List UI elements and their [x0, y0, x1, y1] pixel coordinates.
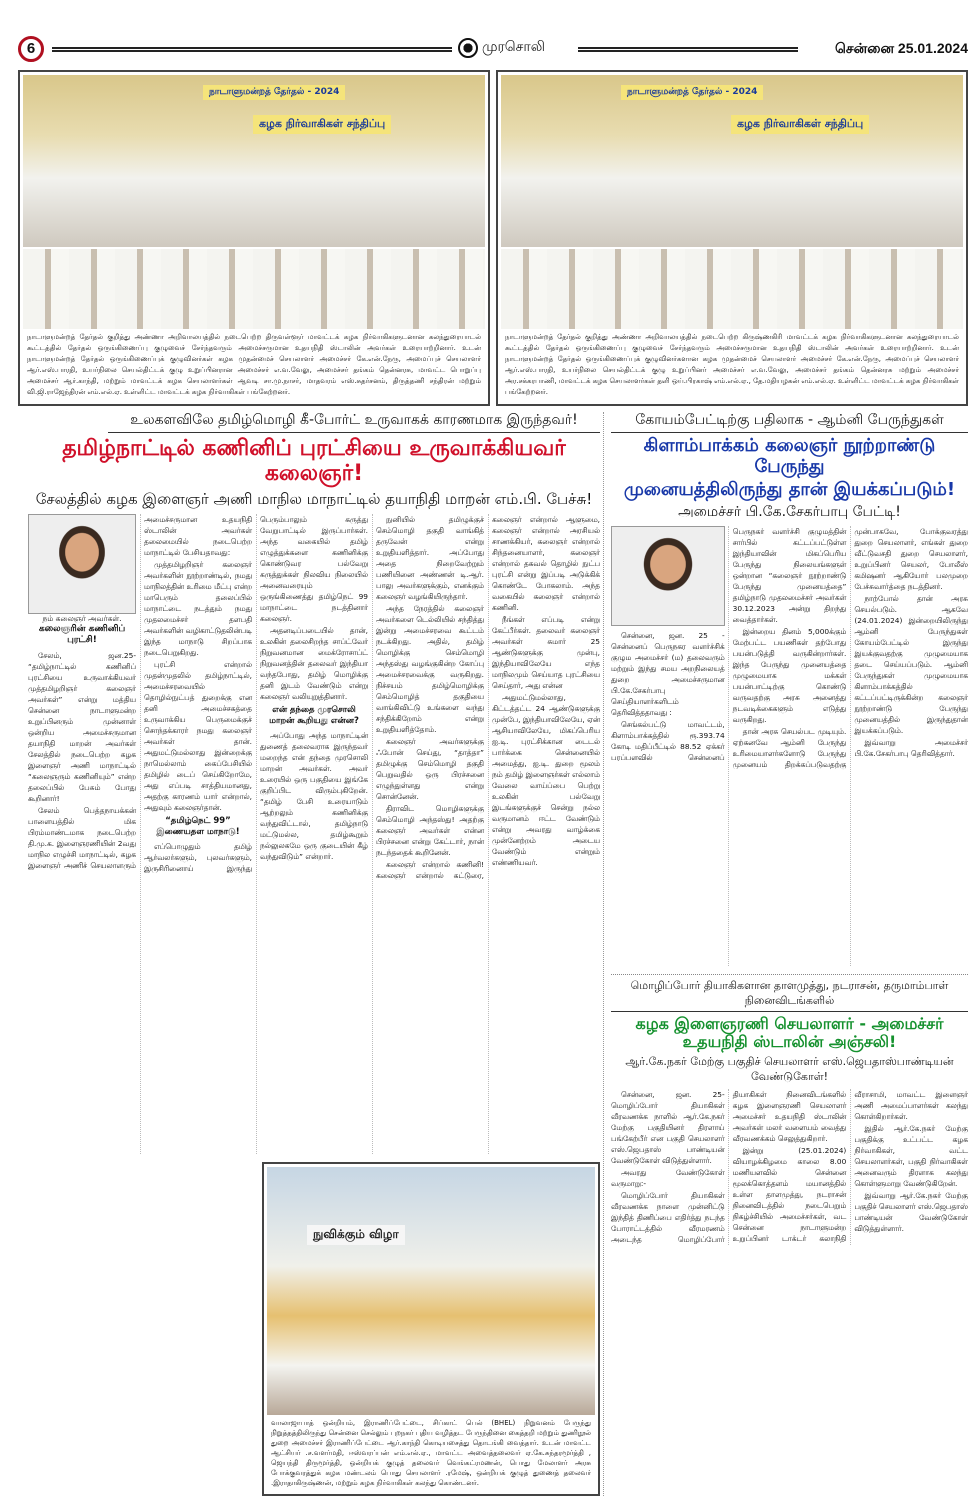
article-paragraph: கலைஞர் என்றால் கணினி! கலைஞர் என்றால் கட்டுரை, கலைஞர் என்றால் ஆளுமை, கலைஞர் என்றால் அரசியல் சாணக்கியர், கலைஞர் என்றால் சிந்தனையாளர், கலைஞர் என்றால் தகவல் தொழில் நுட்ப புரட்சி என்று இப்படி அடுக்கிக் கொண்டே போகலாம். அந்த வகையில் கலைஞர் என்றால் கணினி. [376, 514, 600, 880]
photo-caption: வாலாஜாபாத் ஒன்றியம், இராணிப்பேட்டை, சிப்காட் பெல் (BHEL) நிறுவனம் பேருந்து நிறுத்தத்திலிருந்து சென்னை செல்லும் புறநகர் புதிய வழித்தட பேருந்தினை கைத்தறி மற்றும் துணிநூல் துறை அமைச்சர் இராணிப்பேட்டை ஆர்.காந்தி கொடியசைத்து தொடங்கி வைத்தார். உடன் மாவட்ட ஆட்சியர் .ச.வளர்மதி, ஈஸ்வரப்பன் எம்.எல்.ஏ., மாவட்ட அவைத்தலைவர் ஏ.கே.சுந்தரமூர்த்தி , ஜெயந்தி திருமூர்த்தி, ஒன்றியக் குழுத் தலைவர் வெங்கட்ரமணன், பொது மேலாளர் அரசு போக்குவரத்துக் கழக மண்டலம் பொது செயலாளர் .ரமேஷ், ஒன்றியக் குழுத் துணைத் தலைவர் .இராதாகிருஷ்ணன், மற்றும் கழக நிர்வாகிகள் கலந்து கொண்டனர். [271, 1418, 591, 1487]
photo-panel-bottom [262, 1162, 600, 1496]
article-paragraph: நாற்போல் தான் அரசு செயல்படும். ஆகவே (24.01.2024) இன்றையிலிருந்து ஆம்னி பேருந்துகள் கோயம்பேட்டில் இருந்து இயக்குவதற்கு முழுமையாக தடை செய்யப்படும். ஆம்னி பேருந்துகள் முழுமையாக கிளாம்பாக்கத்தில் கட்டப்பட்டிருக்கின்ற கலைஞர் நூற்றாண்டு பேருந்து முனையத்தில் இருந்துதான் இயக்கப்படும். [854, 594, 968, 736]
edition-date: சென்னை 25.01.2024 [834, 40, 968, 56]
main-article [18, 412, 600, 1496]
article-body [611, 526, 968, 966]
article-headline: கழக இளைஞரணி செயலாளர் - அமைச்சர் உதயநிதி ஸ்டாலின் அஞ்சலி! [635, 1014, 944, 1052]
photo-caption: நாடாளுமன்றத் தேர்தல் குறித்து அண்ணா அறிவாலயத்தில் நடைபெற்ற கிருஷ்ணகிரி மாவட்டக் கழக நிர்வாகிகளுடனான கலந்துரையாடல் கூட்டத்தில் தேர்தல் ஒருங்கிணைப்பு குழுவைச் சேர்ந்தவரும் அமைச்சருமான உதயநிதி ஸ்டாலின் அவர்கள் உரையாற்றினார். உடன் நாடாளுமன்றத் தேர்தல் ஒருங்கிணைப்புக் குழுவினர்களான கழக முதன்மைச் செயலாளர் அமைச்சர் கே.என்.நேரு, அமைப்புச் செயலாளர் ஆர்.எஸ்.பாரதி, உயர்நிலை செயல்திட்டக் குழு உறுப்பினர் அமைச்சர் எ.வ.வேலு, அமைச்சர் தங்கம் தென்னரசு மற்றும் அமைச்சர் அர.சக்கரபாணி, மாவட்டக் கழக செயலாளர்கள் தளி ஒய்.பிரகாஷ் எம்.எல்.ஏ., தே.மதியழகன் எம்.எல்.ஏ. உள்ளிட்ட மாவட்டக் கழக நிர்வாகிகள் பங்கேற்றனர். [505, 333, 959, 396]
photo-caption-bold: கலைஞரின் கணினிப் புரட்சி! [38, 623, 126, 645]
articles-row [18, 412, 968, 1496]
author-photo-block [611, 526, 725, 626]
article-body [28, 514, 600, 1154]
article-body [611, 1089, 968, 1245]
article-paragraph: சென்னை, ஜன. 25 - சென்னைப் பெருநகர வளர்ச்சிக் குழும அமைச்சர் (ம) தலைவரும் மற்றும் இந்து சமய அறநிலையத் துறை அமைச்சருமான பி.கே.சேகர்பாபு செய்தியாளர்களிடம் தெரிவித்ததாவது : [611, 631, 725, 718]
photo-caption: நாடாளுமன்றத் தேர்தல் குறித்து அண்ணா அறிவாலயத்தில் நடைபெற்ற திருவள்ளூர் மாவட்டக் கழக நிர்வாகிகளுடனான கலந்துரையாடல் கூட்டத்தில் தேர்தல் ஒருங்கிணைப்பு குழுவைச் சேர்ந்தவரும் அமைச்சருமான உதயநிதி ஸ்டாலின் அவர்கள் உரையாற்றினார். உடன் நாடாளுமன்றத் தேர்தல் ஒருங்கிணைப்புக் குழுவினர்கள் கழக முதன்மைச் செயலாளர் அமைச்சர் கே.என்.நேரு, அமைப்புச் செயலாளர் ஆர்.எஸ்.பாரதி, உயர்நிலை செயல்திட்டக் குழு உறுப்பினரான அமைச்சர் எ.வ.வேலு, அமைச்சர் தங்கம் தென்னரசு, மாவட்ட பொறுப்பு அமைச்சர் ஆர்.காந்தி, மற்றும் மாவட்டக் கழக செயலாளர்கள் ஆவடி சா.மு.நாசர், மாதவரம் எஸ்.சுதர்சனம், திருத்தணி சந்திரன் மற்றும் வி.ஜி.ராஜேந்திரன் எம்.எல்.ஏ. உள்ளிட்ட மாவட்டக் கழக நிர்வாகிகள் பங்கேற்றனர். [27, 333, 481, 396]
masthead [458, 38, 545, 58]
audience-photo [501, 249, 963, 329]
article-subheading: “தமிழ்நெட் 99” இணையதள மாநாடு! [156, 815, 240, 837]
article-paragraph: இவ்வாறு அமைச்சர் பி.கே.சேகர்பாபு தெரிவித்தார். [854, 738, 968, 759]
article-subhead: சேலத்தில் கழக இளைஞர் அணி மாநில மாநாட்டில் தயாநிதி மாறன் எம்.பி. பேச்சு! [35, 489, 593, 508]
photo-caption-text: நம் கலைஞர் அவர்கள். [42, 613, 122, 623]
article-paragraph: புரட்சி என்றால் முதன்முதலில் தமிழ்நாட்டில், அமைச்சரவையில் தொழில்நுட்பத் துறைக்கு என தனி அமைச்சகத்தை உருவாக்கிய பெருமைக்குச் சொந்தக்காரர் நமது கலைஞர் அவர்கள் தான். அதுமட்டுமல்லாது இன்றைக்கு நாமெல்லாம் கைப்பேசியில் தமிழில் டைப் செய்கிறோமே, அது எப்படி சாத்தியமானது, அதற்கு காரணம் யார் என்றால், அதுவும் கலைஞர்தான். [144, 659, 252, 812]
photo-banner: நாடாளுமன்றத் தேர்தல் - 2024 [203, 85, 345, 100]
top-photo-row [18, 70, 968, 406]
article-kicker: கோயம்பேட்டிற்கு பதிலாக - ஆம்னி பேருந்துகள் [611, 412, 968, 433]
column-divider [603, 412, 604, 1496]
article-headline: முனையத்திலிருந்து தான் இயக்கப்படும்! [623, 479, 956, 501]
article-subhead: ஆர்.கே.நகர் மேற்கு பகுதிச் செயலாளர் எஸ்.ஜெபதாஸ்பாண்டியன் வேண்டுகோள்! [625, 1054, 954, 1083]
dayanidhi-maran-portrait [28, 514, 136, 614]
article-paragraph: அதனடிப்படையில் தான், உலகின் தலைசிறந்த சாப்ட்வேர் நிறுவனமான மைக்ரோசாப்ட் நிறுவனத்தின் தலைவர் இந்தியா வந்தபோது, தமிழ் மொழிக்கு தனி இடம் வேண்டும் என்று கலைஞர் வலியுறுத்தினார். [260, 625, 368, 701]
article-paragraph: சேலம் பெத்தநாயக்கன் பாளையத்தில் மிக பிரம்மாண்டமாக நடைபெற்ற தி.மு.க. இளைஞரணியின் 2வது மாநில எழுச்சி மாநாட்டில், கழக இளைஞர் அணிச் செயலாளரும் அமைச்சருமான உதயநிதி ஸ்டாலின் அவர்கள் தலைமையில் நடைபெற்ற மாநாட்டில் பேசியதாவது: [28, 514, 252, 870]
article-kicker: உலகளவிலே தமிழ்மொழி கீ-போர்ட் உருவாகக் காரணமாக இருந்தவர்! [108, 412, 600, 433]
divider [52, 47, 452, 52]
page-body [18, 70, 968, 1496]
masthead-title: முரசொலி [482, 39, 545, 55]
article-paragraph: சென்னை, ஜன. 25- மொழிப்போர் தியாகிகள் வீரவணக்க நாளில் ஆர்.கே.நகர் மேற்கு பகுதியினர் திரளாய் பங்கேற்பீர் என பகுதி செயலாளர் எஸ்.ஜெபதாஸ் பாண்டியன் வேண்டுகோள் விடுத்துள்ளார். [611, 1089, 725, 1165]
photo-panel-right [496, 70, 968, 406]
article-paragraph: திராவிட மொழிகளுக்கு செம்மொழி அந்தஸ்து! அதற்கு கலைஞர் அவர்கள் என்ன பிரச்சனை என்று கேட்டார், நான் நடந்ததைக் கூறினேன். [376, 803, 484, 857]
photo-panel-left [18, 70, 490, 406]
meeting-photo [501, 75, 963, 247]
photo-caption [28, 614, 136, 646]
sekarbabu-portrait [611, 526, 725, 626]
murasoli-logo-icon [458, 38, 478, 58]
article-paragraph: நீங்கள் எப்படி என்று கேட்பீர்கள். தலைவர் கலைஞர் அவர்கள் சுமார் 25 ஆண்டுகளுக்கு முன்பு, இந்தியாவிலேயே எந்த மாநிலமும் செய்யாத புரட்சியை செய்தார், அது என்ன [492, 614, 600, 690]
article-paragraph: எப்பொழுதும் தமிழ் ஆர்வலர்களும், புலவர்களும், இருசிரினைாய் இருந்து பெரும்பாலும் கருத்து வேறுபாட்டில் இருப்பார்கள். அந்த வகையில் தமிழ் எழுத்துக்களை கணினிக்கு கொண்டுவர பல்வேறு கருத்துக்கள் நிலவிய நிலையில் அனைவரையும் ஒருங்கிணைத்து தமிழ்நெட் 99 மாநாட்டை நடத்தினார் கலைஞர். [144, 514, 368, 873]
article-kicker: மொழிப்போர் தியாகிகளான தாளமுத்து, நடராசன், தருமாம்பாள் நினைவிடங்களில் [611, 979, 968, 1012]
page-number: 6 [18, 36, 44, 62]
author-photo-block [28, 514, 136, 646]
audience-photo [23, 249, 485, 329]
article-paragraph: அப்போது அந்த மாநாட்டின் துணைத் தலைவராக இருந்தவர் மறைந்த என் தந்தை முரசொலி மாறன் அவர்கள். அவர் உரையில் ஒரு பகுதியை இங்கே குறிப்பிட விரும்புகிறேன். “தமிழ் பேசி உரையாடும் ஆற்றலும் கணினிக்கு வந்துவிட்டால், தமிழ்நாடு மட்டுமல்ல, தமிழ்கூறும் நல்லுலகமே ஒரு குடையின் கீழ் வந்துவிடும்” என்றார். [260, 730, 368, 861]
meeting-photo [23, 75, 485, 247]
article-paragraph: மொழிப்போர் தியாகிகள் வீரவணக்க நாளை முன்னிட்டு இந்தித் திணிப்பை எதிர்த்து நடந்த போராட்டத்தில் வீரமரணம் அடைந்த மொழிப்போர் தியாகிகள் நினைவிடங்களில் கழக இளைஞரணி செயலாளர் அமைச்சர் உதயநிதி ஸ்டாலின் அவர்கள் மலர் வளையம் வைத்து வீரவணக்கம் செலுத்துகிறார். [611, 1089, 847, 1244]
article-paragraph: அதுமட்டுமல்லாது, கிட்டத்தட்ட 24 ஆண்டுகளுக்கு முன்பே, இந்தியாவிலேயே, ஏன் ஆசியாவிலேயே, மிகப்பெரிய ஐ.டி. புரட்சிக்கான டைடல் பார்க்கை சென்னையில் அமைத்து, ஐ.டி. துறை மூலம் நம் தமிழ் இளைஞர்கள் எல்லாம் வேலை வாய்ப்பை பெற்று உலகின் பல்வேறு இடங்களுக்குச் சென்று நல்ல வருமானம் ஈட்ட வேண்டும் என்று அவரது வாழ்க்கை முன்னேற்றம் அடைய வேண்டும் என்றும் எண்ணியவர். [492, 692, 600, 867]
photo-banner: கழக நிர்வாகிகள் சந்திப்பு [253, 115, 391, 134]
article-headline: கிளாம்பாக்கம் கலைஞர் நூற்றாண்டு பேருந்து [643, 435, 936, 477]
photo-banner: நாடாளுமன்றத் தேர்தல் - 2024 [621, 85, 763, 100]
right-articles [607, 412, 968, 1245]
divider [578, 47, 798, 52]
divider [611, 974, 968, 975]
article-paragraph: கலைஞர் அவர்களுக்கு ஃபோன் செய்து, “தாத்தா” தமிழுக்கு செம்மொழி தகுதி பெறுவதில் ஒரு பிரச்சனை எழுந்துள்ளது என்று சொன்னேன். [376, 736, 484, 801]
article-paragraph: சேலம், ஜன.25- “தமிழ்நாட்டில் கணினிப் புரட்சியை உருவாக்கியவர் முத்தமிழறிஞர் கலைஞர் அவர்கள்” என்று மத்திய சென்னை நாடாளுமன்ற உறுப்பினரும் முன்னாள் ஒன்றிய அமைச்சருமான தயாநிதி மாறன் அவர்கள் சேலத்தில் நடைபெற்ற கழக இளைஞர் அணி மாநாட்டில் “கலைஞரும் கணினியும்” என்ற தலைப்பில் பேசும் போது கூறினார்! [28, 650, 136, 803]
article-headline: தமிழ்நாட்டில் கணினிப் புரட்சியை உருவாக்கியவர் கலைஞர்! [62, 436, 566, 487]
article-paragraph: அவரது வேண்டுகோள் வருமாறு:- [611, 1167, 725, 1188]
article-paragraph: செங்கல்பட்டு மாவட்டம், கிளாம்பாக்கத்தில் ரூ.393.74 கோடி மதிப்பீட்டில் 88.52 ஏக்கர் பரப்பளவில் சென்னைப் பெருநகர் வளர்ச்சி குழுமத்தின் சார்பில் கட்டப்பட்டுள்ள இந்தியாவின் மிகப்பெரிய பேருந்து நிலையங்களுள் ஒன்றான “கலைஞர் நூற்றாண்டு பேருந்து முனையத்தை” தமிழ்நாடு முதலமைச்சர் அவர்கள் 30.12.2023 அன்று திறந்து வைத்தார்கள். [611, 527, 847, 763]
photo-banner: கழக நிர்வாகிகள் சந்திப்பு [731, 115, 869, 134]
article-paragraph: இன்றைய தினம் 5,000க்கும் மேற்பட்ட பயணிகள் தற்போது பயன்படுத்தி வருகின்றார்கள். இந்த பேருந்து முனையத்தை முழுமையாக மக்கள் பயன்பாட்டிற்கு கொண்டு வருவதற்கு அரசு அனைத்து நடவடிக்கைகளும் எடுத்து வருகிறது. [732, 627, 847, 725]
article-paragraph: நுனியில் தமிழுக்குச் செம்மொழி தகுதி வாங்கித் தருவேன் என்று உறுதியளித்தார். அப்போது அதை நிறைவேற்றும் பணியினை அண்ணன் டி.ஆர். பாலு அவர்களுக்கும், எனக்கும் கலைஞர் வழங்கியிருந்தார். [376, 514, 484, 601]
article-paragraph: இன்று (25.01.2024) வியாழக்கிழமை காலை 8.00 மணியளவில் சென்னை மூலக்கொத்தளம் மயானத்தில் உள்ள தாளமுத்து, நடராசன் நினைவிடத்தில் நடைபெறும் நிகழ்ச்சியில் அமைச்சர்கள், வட சென்னை நாடாளுமன்ற உறுப்பினர் டாக்டர் கலாநிதி வீராசாமி, மாவட்ட இளைஞர் அணி அமைப்பாளர்கள் கலந்து கொள்கிறார்கள். [732, 1089, 968, 1243]
article-paragraph: முத்தமிழறிஞர் கலைஞர் அவர்களின் நூற்றாண்டில், நமது மாநிலத்தின் உரிமை மீட்பு என்ற மாபெரும் தலைப்பில் மாநாட்டை நடத்தும் நமது முதலமைச்சர் தளபதி அவர்களின் வழிகாட்டுதலின்படி இந்த மாநாடு சிறப்பாக நடைபெறுகிறது. [144, 559, 252, 657]
article-paragraph: அந்த நேரத்தில் கலைஞர் அவர்களை டெல்லியில் சந்தித்து இன்று அமைச்சரவை கூட்டம் நடக்கிறது. அதில், தமிழ் மொழிக்கு செம்மொழி அந்தஸ்து வழங்குகின்ற கோப்பு அமைச்சரவைக்கு வருகிறது. நிச்சயம் தமிழ்மொழிக்கு செம்மொழித் தகுதியை வாங்கிவிட்டு உங்களை வந்து சந்திக்கிறோம் என்று உறுதியளித்தோம். [376, 603, 484, 734]
article-paragraph: தான் அரசு செயல்பட முடியும். ஏற்கனவே ஆம்னி பேருந்து உரிமையாளர்களோடு பேருந்து முனையம் திறக்கப்படுவதற்கு முன்பாகவே, போக்குவரத்து துறை செயலாளர், எங்கள் துறை வீட்டுவசதி துறை செயலாளர், உறுப்பினர் செயலர், போலீஸ் கமிஷனர் ஆகியோர் பலமுறை பேச்சுவார்த்தை நடத்தினர். [732, 527, 968, 770]
article-subheading: என் தந்தை முரசொலி மாறன் கூறியது என்ன? [269, 704, 359, 726]
article-paragraph: இவ்வாறு ஆர்.கே.நகர் மேற்கு பகுதிச் செயலாளர் எஸ்.ஜெபதாஸ் பாண்டியன் வேண்டுகோள் விடுத்துள்ளார். [854, 1190, 968, 1233]
article-subhead: அமைச்சர் பி.கே.சேகர்பாபு பேட்டி! [678, 504, 901, 521]
bus-launch-photo [267, 1167, 595, 1415]
article-paragraph: இதில் ஆர்.கே.நகர் மேற்கு பகுதிக்கு உட்பட்ட கழக நிர்வாகிகள், வட்ட செயலாளர்கள், பகுதி நிர்வாகிகள் அனைவரும் திரளாக கலந்து கொள்ளுமாறு வேண்டுகிறேன். [854, 1123, 968, 1188]
page-header [18, 36, 968, 64]
photo-banner: நுவிக்கும் விழா [307, 1225, 405, 1245]
